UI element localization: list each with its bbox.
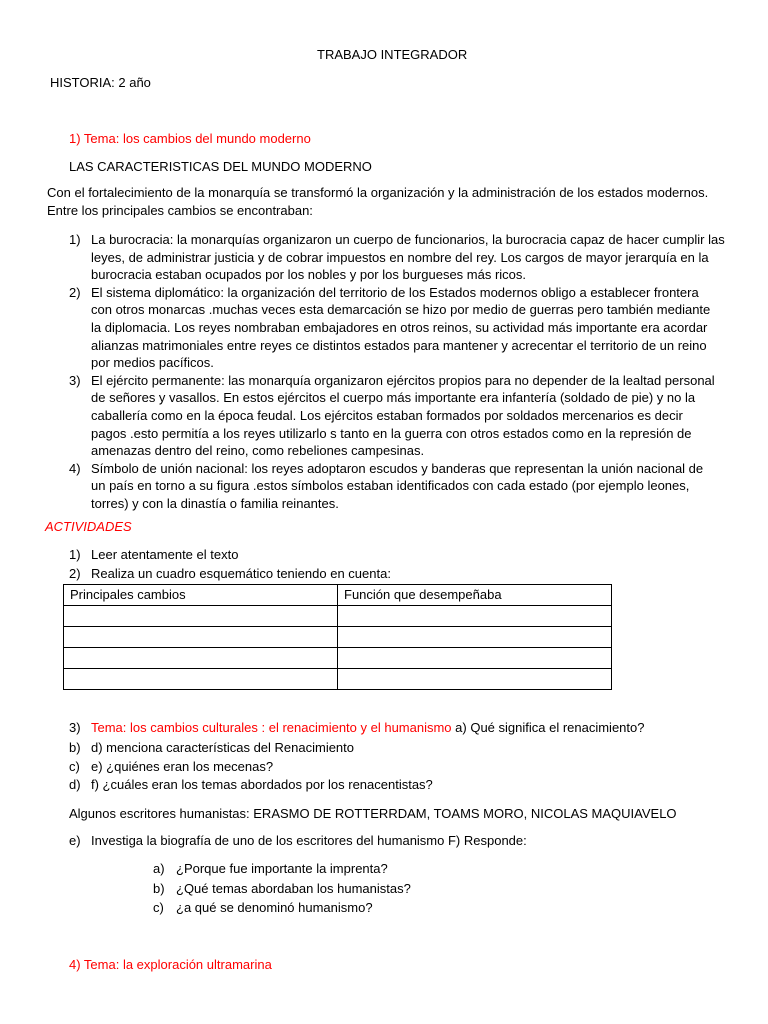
list-number: 3) [69, 720, 81, 735]
summary-table [63, 584, 612, 690]
list-item [69, 284, 729, 372]
list-item [69, 231, 729, 284]
section-4-heading: 4) Tema: la exploración ultramarina [69, 957, 272, 972]
list-item-line: amenazas dentro del reino, como rebeliones campesinas. [91, 443, 425, 459]
table-header-row [64, 585, 612, 606]
list-item-text: Realiza un cuadro esquemático teniendo en cuenta: [91, 565, 391, 581]
list-item [69, 719, 644, 737]
table-header-cell: Función que desempeñaba [338, 585, 612, 606]
list-number: e) [69, 833, 81, 848]
activities-heading: ACTIVIDADES [45, 519, 132, 534]
list-item [153, 880, 553, 898]
table-cell [64, 648, 338, 669]
list-item [69, 776, 669, 794]
list-item [69, 565, 669, 583]
list-number: 2) [69, 565, 81, 581]
list-number: 1) [69, 232, 81, 247]
list-item-text: Investiga la biografía de uno de los escritores del humanismo F) Responde: [91, 833, 527, 848]
list-item-line: la diplomacia. Los reyes nombraban embajadores en otros reinos, su actividad más importante era acordar [91, 319, 708, 335]
list-item [69, 372, 729, 460]
table-cell [64, 627, 338, 648]
list-item-text: e) ¿quiénes eran los mecenas? [91, 758, 274, 774]
list-item [153, 860, 553, 878]
list-item-line: El ejército permanente: las monarquía organizaron ejércitos propios para no depender de la lealtad personal [91, 372, 715, 388]
list-item-line: Símbolo de unión nacional: los reyes adoptaron escudos y banderas que representan la unión nacional de [91, 460, 704, 476]
list-item [69, 758, 669, 776]
humanist-writers: Algunos escritores humanistas: ERASMO DE ROTTERRDAM, TOAMS MORO, NICOLAS MAQUIAVELO [69, 806, 677, 821]
list-item-line: por medios pacíficos. [91, 355, 214, 371]
table-cell [338, 648, 612, 669]
list-number: d) [69, 777, 81, 793]
table-cell [338, 606, 612, 627]
section-1-subheading: LAS CARACTERISTICAS DEL MUNDO MODERNO [69, 159, 372, 174]
list-item-line: leyes, de administrar justicia y de cobrar impuestos en nombre del rey. Los cargos de mayor jerarquía en la [91, 249, 709, 265]
table-cell [338, 669, 612, 690]
list-item-text: ¿Qué temas abordaban los humanistas? [176, 880, 411, 896]
list-item-text: ¿Porque fue importante la imprenta? [176, 861, 388, 876]
table-cell [64, 606, 338, 627]
list-item [69, 739, 669, 757]
intro-line-2: Entre los principales cambios se encontraban: [47, 203, 313, 218]
list-item-text: ¿a qué se denominó humanismo? [176, 900, 373, 916]
list-number: b) [69, 740, 81, 755]
humanism-questions [153, 860, 553, 917]
list-number: c) [153, 900, 164, 916]
list-item [69, 460, 729, 513]
changes-list [69, 231, 729, 513]
list-item-line: de señores y vasallos. En estos ejércitos el cuerpo más importante era infantería (soldado de pie) y no la [91, 390, 696, 406]
table-row [64, 648, 612, 669]
list-item-line: caballería como en la época feudal. Los ejércitos estaban formados por soldados mercenarios es decir [91, 407, 683, 423]
section-1-heading: 1) Tema: los cambios del mundo moderno [69, 131, 311, 146]
table-row [64, 627, 612, 648]
list-item-line: un país en torno a su figura .estos símbolos estaban identificados con cada estado (por ejemplo leones, [91, 478, 690, 494]
list-number: 3) [69, 372, 81, 388]
renaissance-questions [69, 739, 669, 794]
list-number: b) [153, 880, 165, 896]
section-3-heading: Tema: los cambios culturales : el renacimiento y el humanismo [91, 720, 452, 735]
list-item-text: f) ¿cuáles eran los temas abordados por los renacentistas? [91, 777, 433, 793]
list-item-line: El sistema diplomático: la organización del territorio de los Estados modernos obligo a establecer frontera [91, 284, 699, 300]
list-item-line: torres) y con la dinastía o familia reinantes. [91, 495, 339, 511]
list-item-line: alianzas matrimoniales entre reyes ce distintos estados para mantener y acrecentar el territorio de un reino [91, 337, 707, 353]
list-number: 4) [69, 460, 81, 476]
table-cell [64, 669, 338, 690]
subject-line: HISTORIA: 2 año [50, 75, 151, 90]
document-title: TRABAJO INTEGRADOR [317, 47, 468, 62]
table-row [64, 669, 612, 690]
list-number: 1) [69, 547, 81, 562]
table-row [64, 606, 612, 627]
list-item [69, 832, 527, 850]
list-item-text: Leer atentamente el texto [91, 547, 239, 562]
list-item [153, 899, 553, 917]
intro-line-1: Con el fortalecimiento de la monarquía se transformó la organización y la administración de los estados modernos. [47, 185, 709, 200]
list-number: 2) [69, 284, 81, 300]
list-item-line: burocracia estaban ocupados por los nobles y por los burgueses más ricos. [91, 267, 527, 283]
list-item-text: d) menciona características del Renacimiento [91, 740, 355, 755]
list-number: c) [69, 758, 80, 774]
question-a: a) Qué significa el renacimiento? [451, 720, 645, 735]
activities-list [69, 546, 669, 582]
list-item-line: con otros monarcas .muchas veces esta demarcación se hizo por medio de guerras pero también mediante [91, 302, 711, 318]
table-cell [338, 627, 612, 648]
list-item-line: pagos .esto permitía a los reyes utilizarlo s tanto en la guerra con otros estados como en la represión de [91, 425, 692, 441]
table-header-cell: Principales cambios [64, 585, 338, 606]
list-number: a) [153, 861, 165, 876]
list-item-line: La burocracia: la monarquías organizaron un cuerpo de funcionarios, la burocracia capaz de hacer cumplir las [91, 232, 725, 247]
list-item [69, 546, 669, 564]
